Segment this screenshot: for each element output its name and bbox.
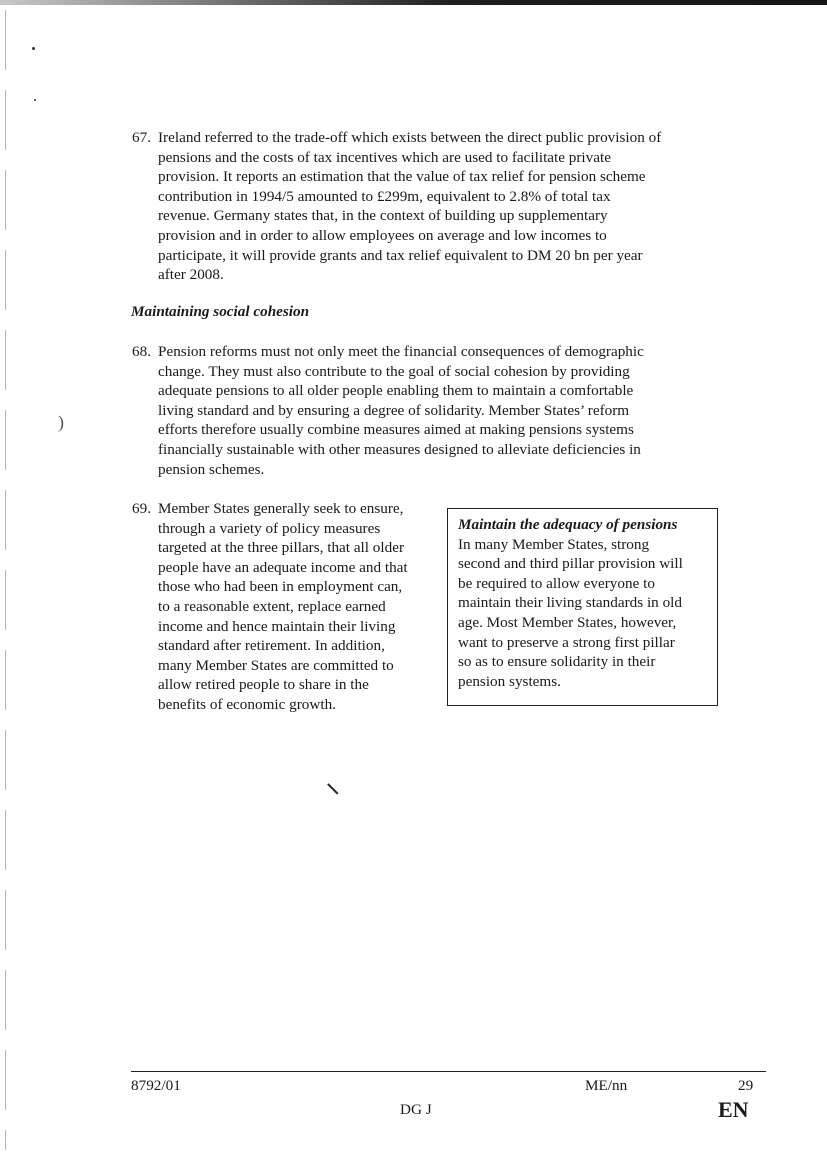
callout-line: In many Member States, strong — [458, 535, 650, 553]
footer-page-number: 29 — [738, 1077, 754, 1094]
callout-line: maintain their living standards in old — [458, 594, 682, 612]
paragraph-line: to a reasonable extent, replace earned — [158, 597, 386, 615]
paragraph-line: many Member States are committed to — [158, 656, 394, 674]
paragraph-line: Member States generally seek to ensure, — [158, 500, 404, 517]
scan-speck — [34, 99, 36, 101]
paragraph-number: 67. — [132, 129, 151, 146]
paragraph-line: efforts therefore usually combine measures aimed at making pensions systems — [158, 421, 634, 439]
callout-line: want to preserve a strong first pillar — [458, 633, 675, 651]
scan-top-edge — [0, 0, 827, 5]
callout-line: pension systems. — [458, 672, 561, 690]
scan-mark — [327, 783, 338, 794]
scan-left-edge — [5, 10, 6, 1150]
paragraph-line: after 2008. — [158, 266, 224, 284]
paragraph-line: provision and in order to allow employees on average and low incomes to — [158, 226, 607, 244]
callout-line: be required to allow everyone to — [458, 574, 655, 592]
paragraph-67 — [132, 128, 662, 285]
paragraph-line: those who had been in employment can, — [158, 578, 403, 596]
scan-artifact: ) — [58, 412, 64, 432]
paragraph-line: living standard and by ensuring a degree of solidarity. Member States’ reform — [158, 401, 630, 419]
callout-line: age. Most Member States, however, — [458, 613, 677, 631]
callout-title: Maintain the adequacy of pensions — [458, 516, 678, 533]
paragraph-68 — [132, 342, 644, 479]
footer-doc-number: 8792/01 — [131, 1077, 181, 1094]
scan-speck — [32, 47, 35, 50]
paragraph-line: people have an adequate income and that — [158, 558, 408, 576]
paragraph-line: pensions and the costs of tax incentives which are used to facilitate private — [158, 148, 611, 166]
paragraph-line: provision. It reports an estimation that the value of tax relief for pension scheme — [158, 168, 646, 186]
paragraph-number: 69. — [132, 500, 151, 517]
paragraph-line: standard after retirement. In addition, — [158, 637, 385, 655]
callout-line: so as to ensure solidarity in their — [458, 653, 656, 671]
paragraph-line: revenue. Germany states that, in the context of building up supplementary — [158, 207, 608, 225]
paragraph-line: financially sustainable with other measures designed to alleviate deficiencies in — [158, 440, 641, 458]
section-heading: Maintaining social cohesion — [131, 303, 310, 320]
paragraph-line: benefits of economic growth. — [158, 695, 336, 713]
paragraph-line: Pension reforms must not only meet the financial consequences of demographic — [158, 343, 644, 360]
adequacy-callout-box — [447, 508, 718, 706]
paragraph-line: participate, it will provide grants and tax relief equivalent to DM 20 bn per year — [158, 246, 643, 264]
paragraph-line: adequate pensions to all older people enabling them to maintain a comfortable — [158, 382, 634, 400]
paragraph-69 — [132, 499, 408, 715]
paragraph-line: income and hence maintain their living — [158, 617, 396, 635]
paragraph-number: 68. — [132, 343, 151, 360]
footer-directorate: DG J — [400, 1101, 432, 1118]
paragraph-line: allow retired people to share in the — [158, 676, 369, 694]
paragraph-line: Ireland referred to the trade-off which exists between the direct public provision of — [158, 129, 662, 146]
footer-initials: ME/nn — [585, 1077, 628, 1094]
paragraph-line: pension schemes. — [158, 460, 265, 478]
paragraph-line: through a variety of policy measures — [158, 519, 381, 537]
callout-line: second and third pillar provision will — [458, 555, 683, 573]
paragraph-line: targeted at the three pillars, that all older — [158, 539, 404, 557]
footer-language-code: EN — [718, 1097, 749, 1122]
footer-rule — [131, 1071, 766, 1072]
paragraph-line: contribution in 1994/5 amounted to £299m, equivalent to 2.8% of total tax — [158, 187, 611, 205]
paragraph-line: change. They must also contribute to the goal of social cohesion by providing — [158, 362, 630, 380]
